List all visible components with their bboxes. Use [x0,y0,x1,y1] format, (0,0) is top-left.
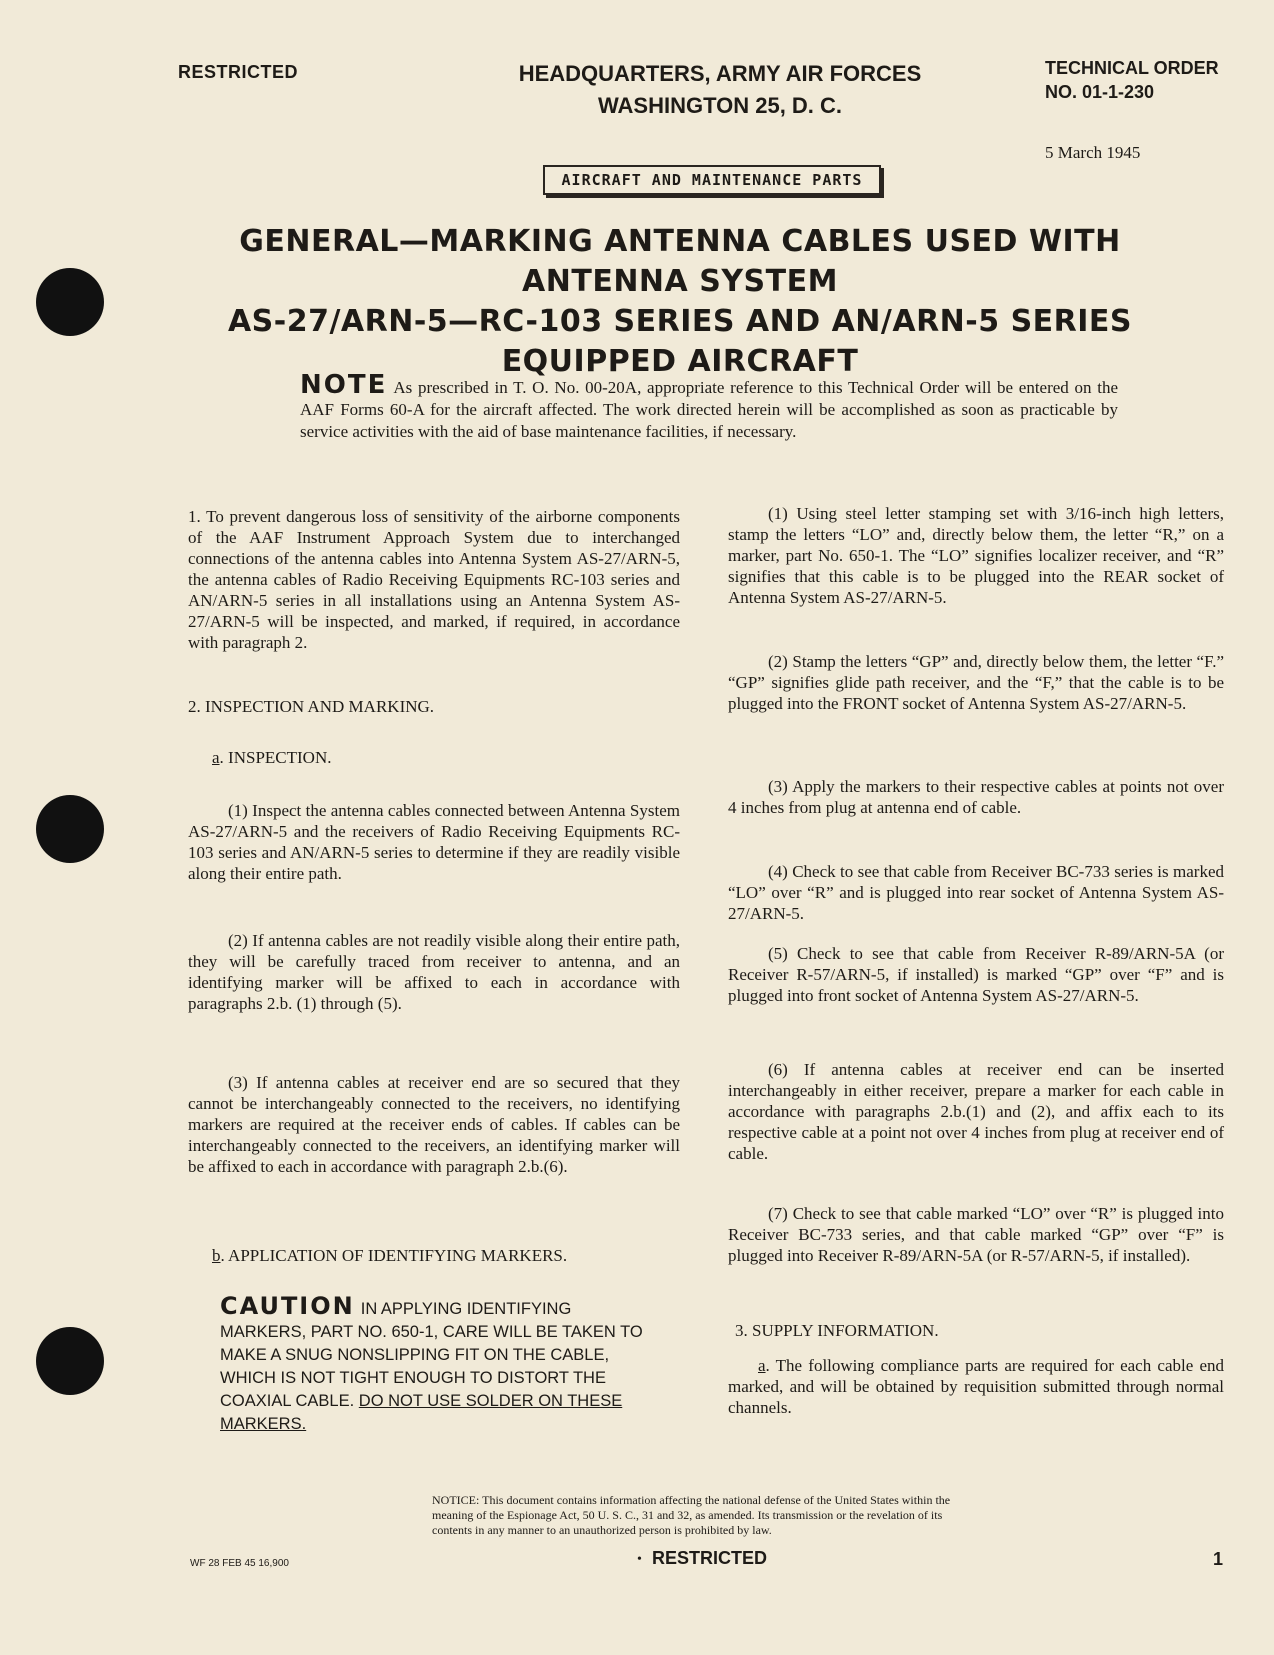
paragraph-2b2 [728,651,1224,714]
issuing-authority-line2: WASHINGTON 25, D. C. [597,93,843,118]
issuing-authority-line1: HEADQUARTERS, ARMY AIR FORCES [518,61,922,86]
paragraph-1-text: 1. To prevent dangerous loss of sensitivity of the airborne components of the AAF Instrument Approach System due to interchanged connections of the antenna cables into Antenna System AS-27/ARN-5, the antenna cables of Radio Receiving Equipments RC-103 series and AN/ARN-5 series in all installations using an Antenna System AS-27/ARN-5 will be inspected, and marked, if required, in accordance with paragraph 2. [188,507,680,652]
paragraph-2b6 [728,1059,1224,1164]
page-number: 1 [1213,1549,1224,1569]
print-code: WF 28 FEB 45 16,900 [190,1558,289,1569]
note-label: NOTE [300,370,388,400]
section-3-heading: 3. SUPPLY INFORMATION. [735,1321,939,1340]
title-line2: AS-27/ARN-5—RC-103 SERIES AND AN/ARN-5 SERIES [227,304,1133,339]
classification-footer: RESTRICTED [652,1548,768,1568]
paragraph-2b5-text: (5) Check to see that cable from Receiver R-89/ARN-5A (or Receiver R-57/ARN-5, if installed) is marked “GP” over “F” and is plugged into front socket of Antenna System AS-27/ARN-5. [728,944,1224,1005]
paragraph-2b3-text: (3) Apply the markers to their respective cables at points not over 4 inches from plug at antenna end of cable. [728,777,1224,817]
caution-underlined-text: DO NOT USE SOLDER ON THESE MARKERS. [220,1392,623,1433]
technical-order-value: NO. 01-1-230 [1045,82,1155,102]
paragraph-2a2-text: (2) If antenna cables are not readily visible along their entire path, they will be carefully traced from receiver to antenna, and an identifying marker will be affixed to each in accordance with paragraphs 2.b. (1) through (5). [188,931,680,1013]
issuing-authority [470,58,970,122]
binder-hole-bottom [36,1327,104,1395]
paragraph-3a-letter: a [758,1356,766,1375]
paragraph-2a1-text: (1) Inspect the antenna cables connected between Antenna System AS-27/ARN-5 and the receivers of Radio Receiving Equipments RC-103 series and AN/ARN-5 series to determine if they are readily visible along their entire path. [188,801,680,883]
paragraph-2a3 [188,1072,680,1177]
title-line3: EQUIPPED AIRCRAFT [501,344,859,379]
paragraph-2b3 [728,776,1224,818]
subsection-2b-heading [212,1245,672,1266]
paragraph-2b4 [728,861,1224,924]
binder-hole-top [36,268,104,336]
paragraph-2a1 [188,800,680,884]
binder-hole-middle [36,795,104,863]
ink-dot: • [637,1552,642,1567]
paragraph-2a3-text: (3) If antenna cables at receiver end are so secured that they cannot be interchangeably connected to the receivers, no identifying markers are required at the receiver ends of cables. If cables can be interchangeably connected to the receivers, an identifying marker will be affixed to each in accordance with paragraph 2.b.(6). [188,1073,680,1176]
subsection-2a-title: . INSPECTION. [219,748,332,767]
document-date: 5 March 1945 [1045,143,1141,162]
subsection-2b-title: . APPLICATION OF IDENTIFYING MARKERS. [220,1246,568,1265]
paragraph-2b1 [728,503,1224,608]
technical-order-label: TECHNICAL ORDER [1045,58,1219,78]
paragraph-2b7 [728,1203,1224,1266]
paragraph-2b1-text: (1) Using steel letter stamping set with 3/16-inch high letters, stamp the letters “LO” and, directly below them, the letter “R,” on a marker, part No. 650-1. The “LO” signifies localizer receiver, and “R” signifies that this cable is to be plugged into the REAR socket of Antenna System AS-27/ARN-5. [728,504,1224,607]
caution-label: CAUTION [220,1292,355,1320]
note-block [300,370,1118,443]
classification-header: RESTRICTED [178,62,299,82]
title-line1: GENERAL—MARKING ANTENNA CABLES USED WITH ANTENNA SYSTEM [239,224,1121,299]
category-label: AIRCRAFT AND MAINTENANCE PARTS [543,165,881,195]
paragraph-2b6-text: (6) If antenna cables at receiver end can be inserted interchangeably in either receiver, prepare a marker for each cable in accordance with paragraphs 2.b.(1) and (2), and affix each to its respective cable at a point not over 4 inches from plug at receiver end of cable. [728,1060,1224,1163]
subsection-2b-letter: b [212,1246,221,1265]
security-notice: NOTICE: This document contains information affecting the national defense of the United States within the meaning of the Espionage Act, 50 U. S. C., 31 and 32, as amended. Its transmission or the revelation of its contents in any manner to an unauthorized person is prohibited by law. [432,1493,951,1537]
paragraph-1 [188,506,680,653]
subsection-2a-letter: a [212,748,220,767]
caution-block [220,1292,650,1436]
technical-order-number [1045,56,1219,104]
document-title [180,222,1180,382]
note-text: As prescribed in T. O. No. 00-20A, appropriate reference to this Technical Order will be entered on the AAF Forms 60-A for the aircraft affected. The work directed herein will be accomplished as soon as practicable by service activities with the aid of base maintenance facilities, if necessary. [300,378,1118,441]
paragraph-2b4-text: (4) Check to see that cable from Receiver BC-733 series is marked “LO” over “R” and is plugged into rear socket of Antenna System AS-27/ARN-5. [728,862,1224,923]
subsection-2a-heading [212,747,672,768]
paragraph-3a-text: . The following compliance parts are required for each cable end marked, and will be obtained by requisition submitted through normal channels. [728,1356,1224,1417]
paragraph-2a2 [188,930,680,1014]
section-2-heading: 2. INSPECTION AND MARKING. [188,697,435,716]
caution-text: IN APPLYING IDENTIFYING MARKERS, PART NO. 650-1, CARE WILL BE TAKEN TO MAKE A SNUG NONSLIPPING FIT ON THE CABLE, WHICH IS NOT TIGHT ENOUGH TO DISTORT THE COAXIAL CABLE. [220,1300,643,1410]
paragraph-2b2-text: (2) Stamp the letters “GP” and, directly below them, the letter “F.” “GP” signifies glide path receiver, and the “F,” that the cable is to be plugged into the FRONT socket of Antenna System AS-27/ARN-5. [728,652,1224,713]
paragraph-2b7-text: (7) Check to see that cable marked “LO” over “R” is plugged into Receiver BC-733 series, and that cable marked “GP” over “F” is plugged into Receiver R-89/ARN-5A (or R-57/ARN-5, if installed). [728,1204,1224,1265]
paragraph-3a [728,1355,1224,1418]
paragraph-2b5 [728,943,1224,1006]
